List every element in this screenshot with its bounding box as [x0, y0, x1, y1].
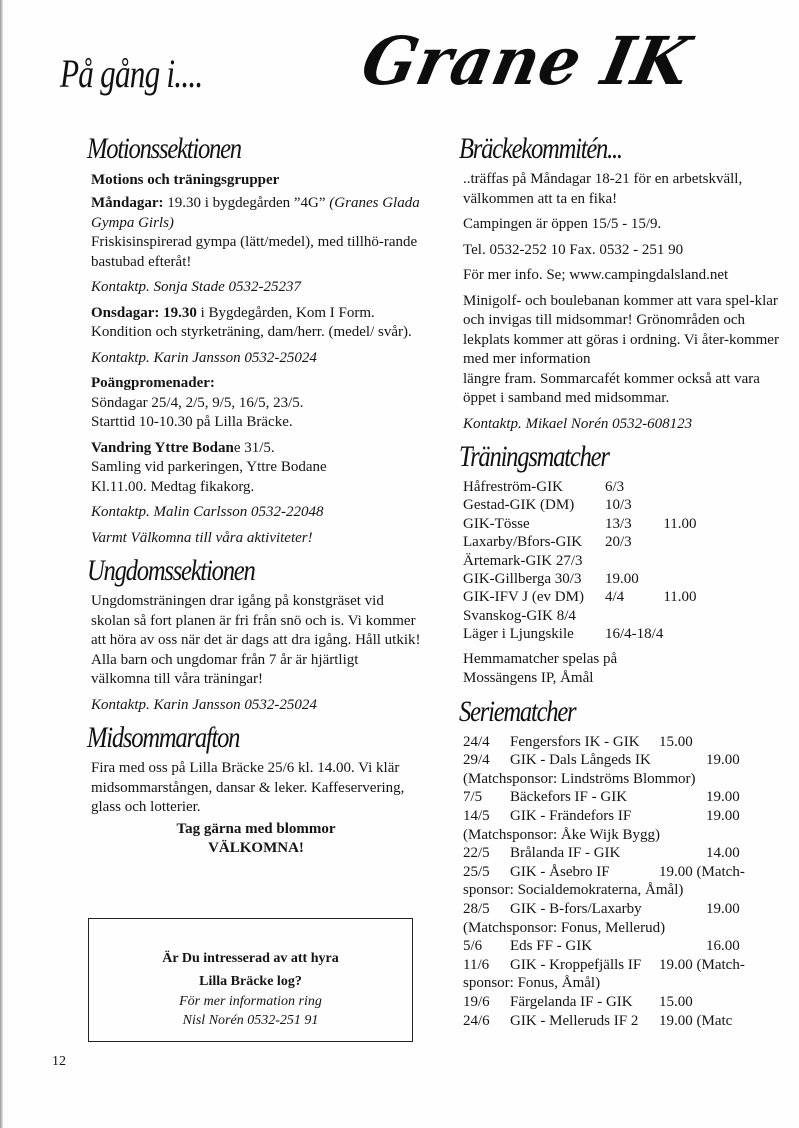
camping-open: Campingen är öppen 15/5 - 15/9. [463, 216, 662, 232]
series-match: GIK - B-fors/Laxarby [510, 901, 642, 917]
series-date: 7/5 [463, 789, 483, 806]
series-time: 14.00 [706, 845, 740, 862]
series-date: 11/6 [463, 956, 490, 973]
series-row [463, 900, 783, 919]
training-date: 20/3 [605, 534, 632, 551]
series-match: GIK - Kroppefjälls IF [510, 956, 642, 973]
series-date: 22/5 [463, 845, 490, 862]
series-sponsor: (Matchsponsor: Fonus, Mellerud) [463, 919, 666, 936]
training-date: 10/3 [605, 497, 632, 514]
series-row [463, 1012, 783, 1031]
home-note-line-1: Hemmamatcher spelas på [463, 650, 618, 667]
training-match: Ärtemark-GIK 27/3 [463, 552, 583, 569]
series-time: 16.00 [706, 938, 740, 955]
series-row [463, 788, 783, 807]
walk-dates: Söndagar 25/4, 2/5, 9/5, 16/5, 23/5. [91, 394, 304, 411]
hike-label: Vandring Yttre Bodan [91, 439, 234, 456]
training-date [605, 607, 663, 625]
training-date [605, 552, 663, 570]
series-time: 19.00 (Match- [659, 863, 745, 880]
midsummer-section [87, 721, 421, 859]
rental-venue: Lilla Bräcke log? [199, 974, 302, 989]
training-time [663, 496, 696, 514]
training-date: 4/4 [605, 589, 625, 606]
monday-paragraph [91, 194, 421, 272]
training-time [663, 552, 696, 570]
series-time: 19.00 [706, 752, 740, 769]
wednesday-label: Onsdagar: 19.30 [91, 304, 197, 321]
minigolf-text [463, 292, 783, 370]
training-time [663, 607, 696, 625]
series-row [463, 863, 783, 882]
training-time: 11.00 [663, 515, 697, 532]
series-date: 19/6 [463, 993, 490, 1010]
home-note [463, 650, 783, 689]
monday-contact: Kontaktp. Sonja Stade 0532-25237 [91, 279, 301, 295]
section-title-midsummer: Midsommarafton [87, 721, 240, 754]
series-time: 15.00 [659, 733, 693, 750]
training-date: 16/4-18/4 [605, 626, 664, 643]
training-row [463, 588, 697, 606]
masthead [0, 22, 799, 112]
walk-label: Poängpromenader: [91, 375, 215, 391]
series-match: Färgelanda IF - GIK [510, 993, 633, 1010]
walk-time: Starttid 10-10.30 på Lilla Bräcke. [91, 414, 293, 430]
series-match: GIK - Dals Långeds IK [510, 752, 651, 769]
training-row [463, 496, 697, 514]
series-row [463, 956, 783, 975]
series-match: GIK - Åsebro IF [510, 863, 610, 880]
series-time: 15.00 [659, 993, 693, 1010]
series-time: 19.00 (Matc [659, 1012, 733, 1029]
series-time: 19.00 [706, 789, 740, 806]
series-date: 14/5 [463, 808, 490, 825]
hike-label-rest: e 31/5. [233, 439, 275, 456]
hike-line-1: Samling vid parkeringen, Yttre Bodane [91, 459, 327, 475]
training-date: 13/3 [605, 515, 632, 532]
home-note-line-2: Mossängens IP, Åmål [463, 670, 594, 687]
scan-edge [0, 0, 3, 1128]
midsummer-text: Fira med oss på Lilla Bräcke 25/6 kl. 14.00. Vi klär midsommarstången, dansar & leker. Kaffeservering, glass och lotterier. [91, 760, 405, 815]
midsummer-flowers: Tag gärna med blommor [176, 820, 336, 837]
series-date: 29/4 [463, 752, 490, 769]
motion-welcome: Varmt Välkomna till våra aktiviteter! [91, 529, 313, 546]
motion-section [87, 132, 421, 548]
rental-more-info: För mer information ring [179, 994, 322, 1009]
series-section [459, 694, 783, 1031]
series-date: 24/6 [463, 1012, 490, 1029]
youth-contact: Kontaktp. Karin Jansson 0532-25024 [91, 696, 317, 713]
series-sponsor: (Matchsponsor: Åke Wijk Bygg) [463, 826, 661, 843]
series-match: Fengersfors IK - GIK [510, 733, 640, 750]
rental-info-box [88, 918, 413, 1042]
training-time [663, 478, 696, 496]
masthead-prefix: På gång i.... [60, 51, 203, 96]
series-sponsor: sponsor: Socialdemokraterna, Åmål) [463, 882, 684, 899]
rental-question: Är Du intresserad av att hyra [162, 951, 339, 966]
training-row [463, 607, 697, 625]
monday-label: Måndagar: [91, 195, 164, 211]
cafe-text: längre fram. Sommarcafét kommer också att vara öppet i samband med midsommar. [463, 370, 760, 406]
training-date: 6/3 [605, 479, 625, 495]
series-sponsor: sponsor: Fonus, Åmål) [463, 975, 601, 992]
series-match: Eds FF - GIK [510, 938, 593, 955]
committee-meet: ..träffas på Måndagar 18-21 för en arbetskväll, välkommen att ta en fika! [463, 171, 743, 207]
training-row [463, 515, 697, 533]
series-row [463, 733, 783, 752]
hike-contact: Kontaktp. Malin Carlsson 0532-22048 [91, 504, 324, 520]
training-match: Håfreström-GIK [463, 479, 563, 495]
series-time: 19.00 [706, 901, 740, 917]
camping-phone: Tel. 0532-252 10 Fax. 0532 - 251 90 [463, 241, 684, 258]
training-table [463, 478, 697, 644]
series-row [463, 807, 783, 826]
training-time [663, 533, 696, 551]
page-number: 12 [52, 1054, 66, 1069]
series-time: 19.00 (Match- [659, 956, 745, 973]
series-time: 19.00 [706, 808, 740, 825]
wednesday-paragraph [91, 304, 421, 343]
series-match: GIK - Frändefors IF [510, 808, 632, 825]
minigolf-line: Minigolf- och boulebanan kommer att vara spel-klar och invigas till midsommar! Grönområden och lekplats kommer att göras i ordning. Vi åter-kommer med mer information [463, 292, 779, 367]
committee-section [459, 132, 783, 434]
series-date: 25/5 [463, 863, 490, 880]
series-match: GIK - Melleruds IF 2 [510, 1012, 639, 1029]
section-title-youth: Ungdomssektionen [87, 554, 255, 587]
section-title-committee: Bräckekommitén... [459, 132, 622, 165]
club-logo-text: Grane IK [355, 22, 698, 100]
wednesday-contact: Kontaktp. Karin Jansson 0532-25024 [91, 349, 317, 366]
training-match: Gestad-GIK (DM) [463, 497, 575, 514]
training-section [459, 440, 783, 689]
training-row [463, 625, 697, 643]
youth-text: Ungdomsträningen drar igång på konstgräset vid skolan så fort planen är fri från snö och is. Vi kommer att höra av oss när det är dags att dra igång. Håll utkik! Alla barn och ungdomar från 7 år är hjärtligt välkomna till våra träningar! [91, 593, 421, 687]
camping-more-info: För mer info. Se; www.campingdalsland.net [463, 267, 729, 283]
wednesday-text: i Bygdegården, Kom I Form. Kondition och styrketräning, dam/herr. (medel/ svår). [91, 304, 412, 340]
training-match: Laxarby/Bfors-GIK [463, 534, 583, 551]
midsummer-welcome: VÄLKOMNA! [208, 840, 304, 856]
monday-group: (Granes Glada Gympa Girls) [91, 195, 420, 231]
training-row [463, 533, 697, 551]
series-row [463, 751, 783, 770]
hike-line-2: Kl.11.00. Medtag fikakorg. [91, 478, 255, 495]
training-date: 19.00 [605, 571, 639, 588]
series-match: Bäckefors IF - GIK [510, 789, 628, 806]
section-title-training: Träningsmatcher [459, 440, 609, 473]
right-column [459, 132, 783, 1030]
walk-paragraph [91, 374, 421, 433]
committee-contact: Kontaktp. Mikael Norén 0532-608123 [463, 415, 693, 432]
section-title-motion: Motionssektionen [87, 132, 241, 165]
training-match: Läger i Ljungskile [463, 626, 574, 643]
series-row [463, 937, 783, 956]
training-row [463, 478, 697, 496]
training-time: 11.00 [663, 589, 697, 606]
series-date: 24/4 [463, 733, 490, 750]
series-date: 28/5 [463, 901, 490, 917]
training-match: Svanskog-GIK 8/4 [463, 607, 576, 624]
training-match: GIK-IFV J (ev DM) [463, 589, 584, 606]
hike-paragraph [91, 439, 421, 498]
series-list [463, 733, 783, 1031]
series-row [463, 993, 783, 1012]
series-row [463, 844, 783, 863]
monday-text: 19.30 i bygdegården ”4G” [163, 195, 330, 211]
left-column [87, 132, 421, 865]
series-date: 5/6 [463, 938, 483, 955]
youth-section [87, 554, 421, 715]
training-time [663, 570, 696, 588]
section-title-series: Seriematcher [459, 694, 576, 728]
training-row [463, 570, 697, 588]
series-sponsor: (Matchsponsor: Lindströms Blommor) [463, 770, 696, 787]
training-match: GIK-Gillberga 30/3 [463, 571, 582, 588]
series-match: Brålanda IF - GIK [510, 845, 621, 862]
rental-contact: Nisl Norén 0532-251 91 [182, 1013, 319, 1028]
monday-desc: Friskisinspirerad gympa (lätt/medel), med tillhö-rande bastubad efteråt! [91, 234, 418, 270]
training-match: GIK-Tösse [463, 515, 530, 532]
training-row [463, 552, 697, 570]
motion-subtitle: Motions och träningsgrupper [91, 172, 280, 188]
training-time [663, 625, 696, 643]
